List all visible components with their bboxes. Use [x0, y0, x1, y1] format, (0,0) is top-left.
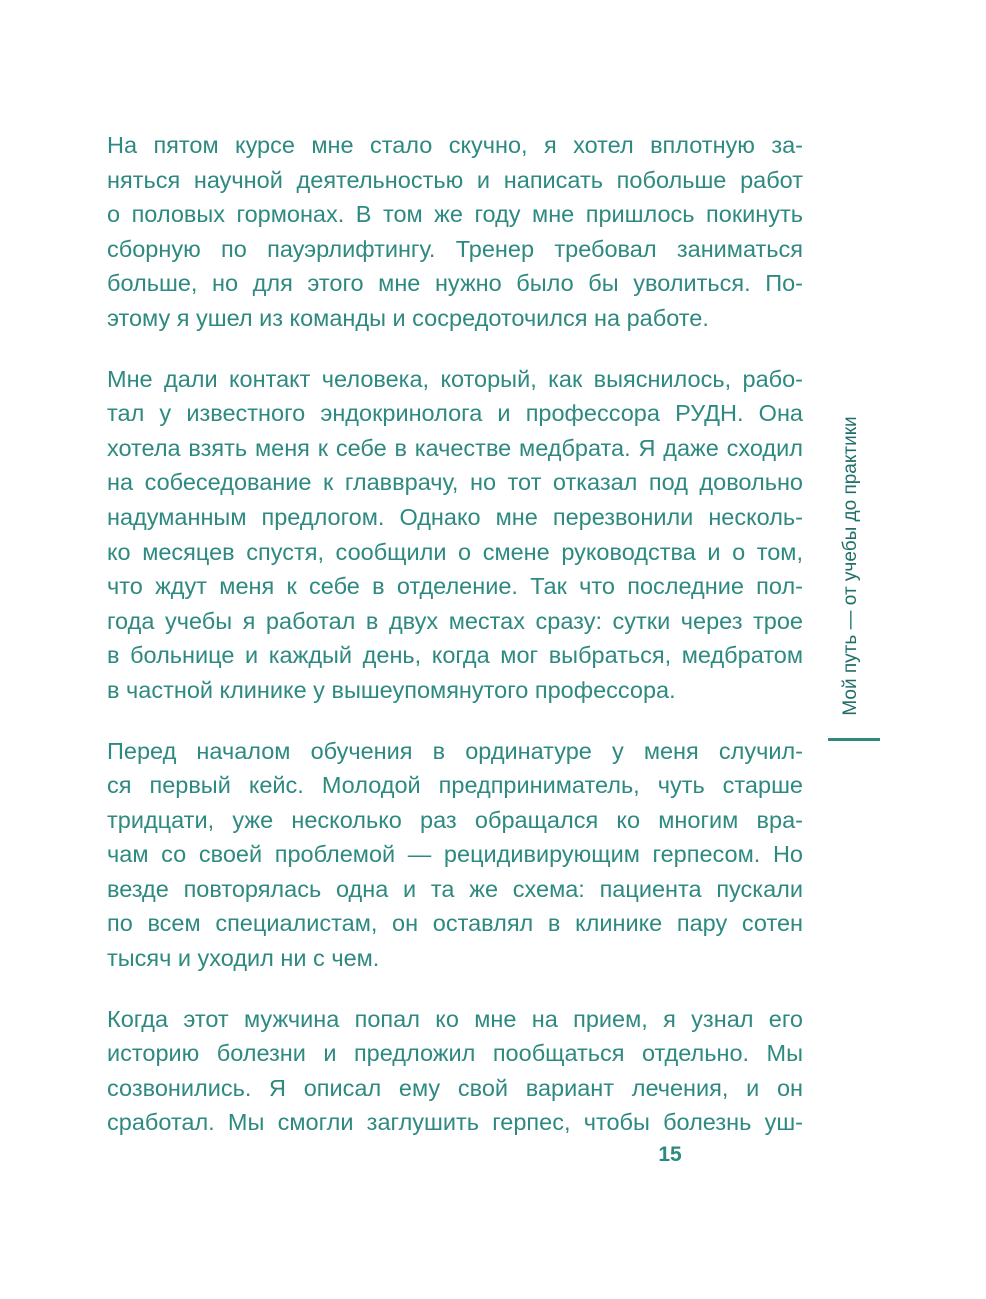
text-line: ся первый кейс. Молодой предприниматель, чуть старше — [107, 772, 803, 799]
running-head — [838, 416, 864, 716]
text-line: что ждут меня к себе в отделение. Так что последние пол- — [107, 573, 803, 600]
text-line: этому я ушел из команды и сосредоточился на работе. — [107, 304, 709, 331]
running-head-rule — [828, 738, 880, 741]
text-line: Когда этот мужчина попал ко мне на прием, я узнал его — [107, 1005, 803, 1032]
text-line: созвонились. Я описал ему свой вариант лечения, и он — [107, 1074, 803, 1101]
text-line: хотела взять меня к себе в качестве медбрата. Я даже сходил — [107, 434, 803, 461]
text-line: тал у известного эндокринолога и профессора РУДН. Она — [107, 400, 803, 427]
text-line: сборную по пауэрлифтингу. Тренер требовал заниматься — [107, 235, 803, 262]
text-line: тысяч и уходил ни с чем. — [107, 945, 380, 972]
text-line: тридцати, уже несколько раз обращался ко многим вра- — [107, 806, 803, 833]
text-line: везде повторялась одна и та же схема: пациента пускали — [107, 875, 803, 902]
paragraph-1 — [107, 128, 803, 336]
text-line: больше, но для этого мне нужно было бы уволиться. По- — [107, 270, 803, 297]
text-line: На пятом курсе мне стало скучно, я хотел вплотную за- — [107, 132, 803, 158]
running-head-text: Мой путь — от учебы до практики — [840, 416, 861, 716]
text-line: Мне дали контакт человека, который, как выяснилось, рабо- — [107, 365, 803, 392]
text-line: надуманным предлогом. Однако мне перезвонили несколь- — [107, 503, 803, 530]
text-line: по всем специалистам, он оставлял в клинике пару сотен — [107, 910, 803, 937]
paragraph-4 — [107, 1002, 803, 1140]
page-number: 15 — [658, 1143, 682, 1166]
text-line: в частной клинике у вышеупомянутого профессора. — [107, 676, 676, 703]
body-text — [107, 128, 803, 1166]
text-line: ко месяцев спустя, сообщили о смене руководства и о том, — [107, 538, 803, 565]
text-line: на собеседование к главврачу, но тот отказал под довольно — [107, 469, 803, 496]
paragraph-2 — [107, 362, 803, 708]
text-line: историю болезни и предложил пообщаться отдельно. Мы — [107, 1040, 803, 1067]
text-line: о половых гормонах. В том же году мне пришлось покинуть — [107, 201, 803, 228]
text-line: Перед началом обучения в ординатуре у меня случил- — [107, 737, 803, 764]
text-line: няться научной деятельностью и написать побольше работ — [107, 166, 803, 193]
paragraph-3 — [107, 734, 803, 976]
text-line: года учебы я работал в двух местах сразу: сутки через трое — [107, 607, 803, 634]
text-line: чам со своей проблемой — рецидивирующим герпесом. Но — [107, 841, 803, 868]
text-line: сработал. Мы смогли заглушить герпес, чтобы болезнь уш- — [107, 1109, 803, 1136]
text-line: в больнице и каждый день, когда мог выбраться, медбратом — [107, 642, 803, 669]
